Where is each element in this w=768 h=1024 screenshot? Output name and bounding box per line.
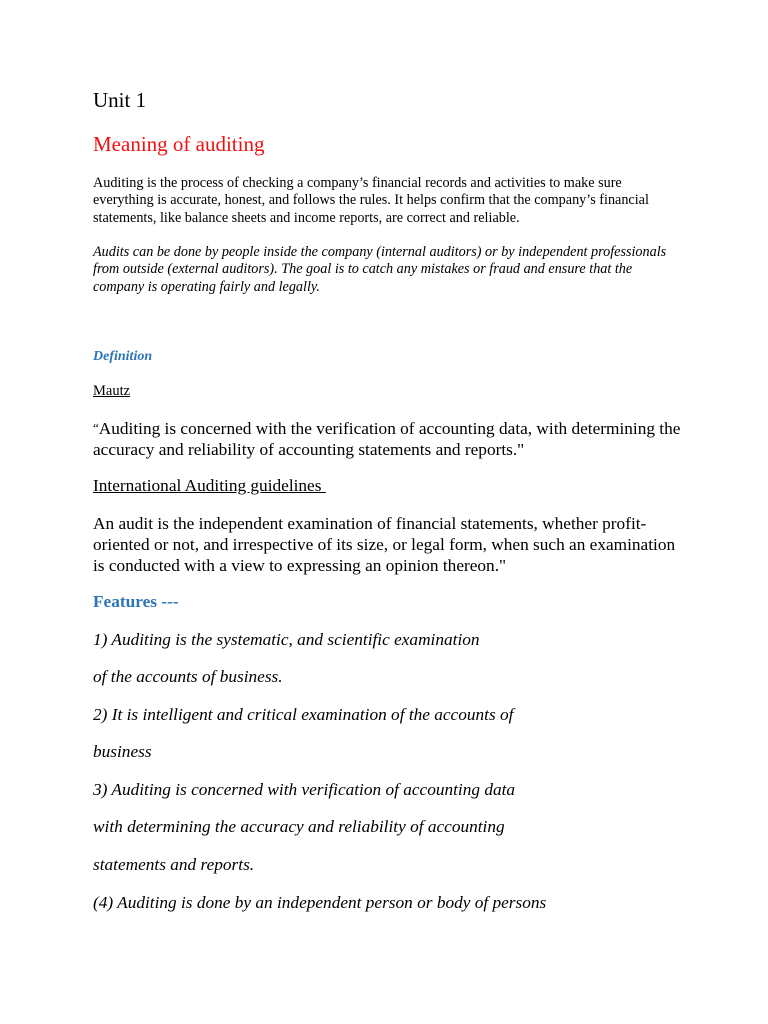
mautz-quote-text: Auditing is concerned with the verification of accounting data, with determining the accuracy and reliability of accounting statements and reports.": [93, 419, 681, 459]
mautz-label: Mautz: [93, 383, 131, 399]
mautz-quote: [93, 417, 683, 460]
section-title: Meaning of auditing: [93, 132, 265, 156]
iag-quote: An audit is the independent examination of financial statements, whether profit-oriented or not, and irrespective of its size, or legal form, when such an examination is conducted with a view to expressing an opinion thereon.": [93, 514, 676, 575]
feature-line: statements and reports.: [93, 855, 255, 874]
mautz-quote-open: “: [93, 420, 99, 435]
feature-line: with determining the accuracy and reliability of accounting: [93, 817, 505, 836]
feature-line: 3) Auditing is concerned with verification of accounting data: [93, 780, 516, 799]
features-heading: Features ---: [93, 592, 179, 611]
feature-line: business: [93, 742, 152, 761]
unit-title: Unit 1: [93, 88, 147, 112]
feature-line: (4) Auditing is done by an independent person or body of persons: [93, 893, 547, 912]
intro-paragraph-italic: Audits can be done by people inside the company (internal auditors) or by independent professionals from outside (external auditors). The goal is to catch any mistakes or fraud and ensure that the company is operating fairly and legally.: [93, 244, 667, 295]
feature-line: 2) It is intelligent and critical examination of the accounts of: [93, 705, 514, 724]
feature-line: 1) Auditing is the systematic, and scientific examination: [93, 630, 480, 649]
iag-label: International Auditing guidelines: [93, 476, 326, 495]
intro-paragraph: Auditing is the process of checking a company’s financial records and activities to make sure everything is accurate, honest, and follows the rules. It helps confirm that the company’s financial statements, like balance sheets and income reports, are correct and reliable.: [93, 175, 649, 226]
feature-line: of the accounts of business.: [93, 667, 283, 686]
definition-heading: Definition: [93, 349, 153, 364]
